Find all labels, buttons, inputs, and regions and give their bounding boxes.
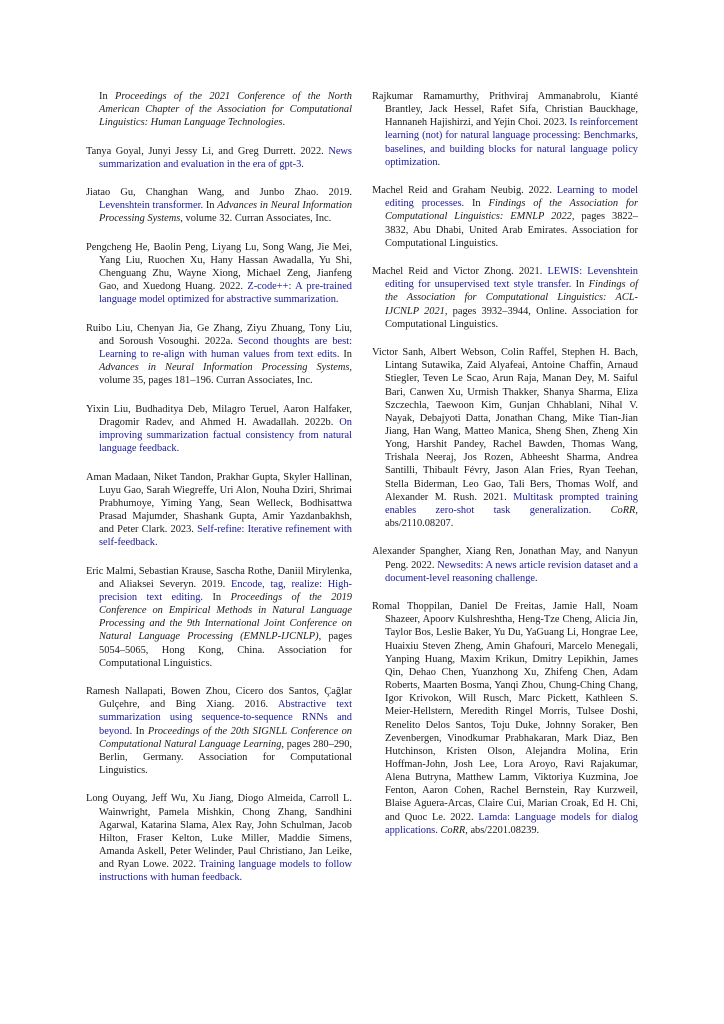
reference-venue: CoRR bbox=[440, 824, 466, 836]
reference-authors: Romal Thoppilan, Daniel De Freitas, Jamie Hall, Noam Shazeer, Apoorv Kulshreshtha, Heng-Tze Cheng, Alicia Jin, Taylor Bos, Leslie Baker, Yu Du, YaGuang Li, Hongrae Lee, Huaixiu Steven Zheng, Amin Ghafouri, Marcelo Menegali, Yanping Huang, Maxim Krikun, Dmitry Lepikhin, James Qin, Dehao Chen, Yuanzhong Xu, Zhifeng Chen, Adam Roberts, Maarten Bosma, Yanqi Zhou, Chung-Ching Chang, Igor Krivokon, Will Rusch, Marc Pickett, Kathleen S. Meier-Hellstern, Meredith Ringel Morris, Tulsee Doshi, Renelito Delos Santos, Toju Duke, Johnny Soraker, Ben Zevenbergen, Vinodkumar Prabhakaran, Mark Diaz, Ben Hutchinson, Kristen Olson, Alejandra Molina, Erin Hoffman-John, Josh Lee, Lora Aroyo, Ravi Rajakumar, Alena Butryna, Matthew Lamm, Viktoriya Kuzmina, Joe Fenton, Aaron Cohen, Rachel Bernstein, Ray Kurzweil, Blaise Aguera-Arcas, Claire Cui, Marian Croak, Ed H. Chi, and Quoc Le. 2022. bbox=[372, 601, 638, 823]
reference-title-link[interactable]: Multitask prompted training enables zero-shot task generalization. bbox=[385, 491, 638, 516]
reference-title-link[interactable]: Learning to model editing processes. bbox=[385, 185, 638, 210]
reference-title-link[interactable]: On improving summarization factual consistency from natural language feedback. bbox=[99, 416, 352, 455]
reference-suffix: , volume 32. Curran Associates, Inc. bbox=[180, 213, 332, 225]
reference-entry bbox=[86, 403, 352, 456]
reference-title-link[interactable]: Levenshtein transformer. bbox=[99, 200, 204, 212]
reference-authors: Eric Malmi, Sebastian Krause, Sascha Rothe, Daniil Mirylenka, and Aliaksei Severyn. 2019. bbox=[86, 565, 352, 590]
reference-prefix: In bbox=[339, 349, 352, 361]
reference-venue: Proceedings of the 2019 Conference on Empirical Methods in Natural Language Processing and the 9th International Joint Conference on Natural Language Processing (EMNLP-IJCNLP) bbox=[99, 592, 352, 643]
reference-title-link[interactable]: LEWIS: Levenshtein editing for unsupervised text style transfer. bbox=[385, 266, 638, 291]
reference-prefix bbox=[591, 505, 610, 516]
reference-title-link[interactable]: Abstractive text summarization using sequence-to-sequence RNNs and beyond. bbox=[99, 699, 352, 737]
reference-entry bbox=[372, 346, 638, 530]
reference-prefix: In bbox=[132, 725, 148, 737]
reference-authors: Ruibo Liu, Chenyan Jia, Ge Zhang, Ziyu Zhuang, Tony Liu, and Soroush Vosoughi. 2022a. bbox=[86, 322, 352, 347]
references-left-column bbox=[86, 90, 352, 900]
reference-entry bbox=[86, 322, 352, 388]
reference-title-link[interactable]: Training language models to follow instructions with human feedback. bbox=[99, 859, 352, 884]
reference-authors: Yixin Liu, Budhaditya Deb, Milagro Teruel, Aaron Halfaker, Dragomir Radev, and Ahmed H. Awadallah. 2022b. bbox=[86, 403, 352, 428]
reference-entry bbox=[372, 545, 638, 584]
reference-authors: Machel Reid and Victor Zhong. 2021. bbox=[372, 266, 543, 278]
references-right-column bbox=[372, 90, 638, 852]
reference-entry bbox=[86, 792, 352, 884]
reference-prefix: In bbox=[203, 200, 218, 212]
reference-venue: Advances in Neural Information Processing Systems bbox=[99, 362, 350, 374]
reference-venue: Advances in Neural Information Processing Systems bbox=[99, 200, 353, 225]
reference-entry bbox=[86, 471, 352, 550]
reference-entry bbox=[86, 685, 352, 777]
reference-authors: Alexander Spangher, Xiang Ren, Jonathan May, and Nanyun Peng. 2022. bbox=[372, 546, 638, 571]
reference-suffix: , volume 35, pages 181–196. Curran Associates, Inc. bbox=[99, 362, 352, 387]
reference-prefix: In bbox=[99, 91, 115, 102]
reference-authors: Ramesh Nallapati, Bowen Zhou, Cicero dos Santos, Çağlar Gulçehre, and Bing Xiang. 2016. bbox=[86, 686, 352, 711]
reference-title-link[interactable]: Encode, tag, realize: High-precision text editing. bbox=[99, 578, 353, 603]
reference-entry bbox=[372, 265, 638, 331]
reference-title-link[interactable]: Is reinforcement learning (not) for natural language processing: Benchmarks, baselines, and building blocks for natural language policy optimization. bbox=[385, 117, 638, 168]
reference-title-link[interactable]: Lamda: Language models for dialog applications. bbox=[385, 811, 638, 836]
reference-entry bbox=[86, 145, 352, 171]
reference-suffix: . bbox=[282, 117, 286, 129]
reference-suffix: , abs/2110.08207. bbox=[385, 504, 638, 530]
reference-entry bbox=[86, 565, 352, 670]
reference-venue: Findings of the Association for Computational Linguistics: ACL-IJCNLP 2021 bbox=[385, 279, 638, 317]
reference-prefix: In bbox=[464, 198, 489, 210]
reference-authors: Machel Reid and Graham Neubig. 2022. bbox=[372, 185, 552, 197]
reference-venue: Proceedings of the 20th SIGNLL Conference on Computational Natural Language Learning bbox=[99, 725, 352, 750]
reference-title-link[interactable]: Newsedits: A news article revision dataset and a document-level reasoning challenge. bbox=[385, 559, 638, 584]
reference-prefix: In bbox=[203, 592, 231, 603]
reference-title-link[interactable]: Z-code++: A pre-trained language model optimized for abstractive summarization. bbox=[99, 281, 353, 306]
reference-entry bbox=[372, 90, 638, 169]
reference-title-link[interactable]: News summarization and evaluation in the era of gpt-3. bbox=[99, 145, 352, 170]
reference-authors: Aman Madaan, Niket Tandon, Prakhar Gupta, Skyler Hallinan, Luyu Gao, Sarah Wiegreffe, Uri Alon, Nouha Dziri, Shrimai Prabhumoye, Yiming Yang, Sean Welleck, Bodhisattwa Prasad Majumder, Shashank Gupta, Amir Yazdanbakhsh, and Peter Clark. 2023. bbox=[86, 471, 352, 536]
reference-venue: Findings of the Association for Computational Linguistics: EMNLP 2022 bbox=[385, 198, 638, 223]
reference-prefix: In bbox=[571, 279, 589, 291]
reference-entry bbox=[372, 600, 638, 837]
reference-authors: Pengcheng He, Baolin Peng, Liyang Lu, Song Wang, Jie Mei, Yang Liu, Ruochen Xu, Hany Hassan Awadalla, Yu Shi, Chenguang Zhu, Wayne Xiong, Michael Zeng, Jianfeng Gao, and Xuedong Huang. 2022. bbox=[86, 241, 352, 293]
reference-suffix: , pages 280–290, Berlin, Germany. Association for Computational Linguistics. bbox=[99, 738, 352, 777]
reference-suffix: , pages 3822–3832, Abu Dhabi, United Arab Emirates. Association for Computational Linguistics. bbox=[385, 211, 638, 249]
reference-authors: Long Ouyang, Jeff Wu, Xu Jiang, Diogo Almeida, Carroll L. Wainwright, Pamela Mishkin, Chong Zhang, Sandhini Agarwal, Katarina Slama, Alex Ray, John Schulman, Jacob Hilton, Fraser Kelton, Luke Miller, Maddie Simens, Amanda Askell, Peter Welinder, Paul Christiano, Jan Leike, and Ryan Lowe. 2022. bbox=[86, 793, 352, 871]
reference-venue: CoRR bbox=[610, 504, 636, 516]
reference-title-link[interactable]: Second thoughts are best: Learning to re-align with human values from text edits. bbox=[99, 335, 352, 361]
reference-entry bbox=[372, 184, 638, 250]
reference-entry bbox=[86, 186, 352, 225]
reference-suffix: , abs/2201.08239. bbox=[465, 824, 540, 836]
reference-authors: Jiatao Gu, Changhan Wang, and Junbo Zhao. 2019. bbox=[86, 187, 352, 199]
reference-suffix: , pages 5054–5065, Hong Kong, China. Association for Computational Linguistics. bbox=[99, 631, 352, 669]
reference-entry bbox=[86, 90, 352, 129]
reference-suffix: , pages 3932–3944, Online. Association for Computational Linguistics. bbox=[385, 305, 638, 330]
reference-authors: Rajkumar Ramamurthy, Prithviraj Ammanabrolu, Kianté Brantley, Jack Hessel, Rafet Sifa, Christian Bauckhage, Hannaneh Hajishirzi, and Yejin Choi. 2023. bbox=[372, 91, 638, 129]
reference-entry bbox=[86, 241, 352, 307]
reference-authors: Tanya Goyal, Junyi Jessy Li, and Greg Durrett. 2022. bbox=[86, 145, 324, 157]
reference-venue: Proceedings of the 2021 Conference of the North American Chapter of the Association for Computational Linguistics: Human Language Technologies bbox=[99, 91, 352, 129]
reference-authors: Victor Sanh, Albert Webson, Colin Raffel, Stephen H. Bach, Lintang Sutawika, Zaid Alyafeai, Antoine Chaffin, Arnaud Stiegler, Teven Le Scao, Arun Raja, Manan Dey, M. Saiful Bari, Canwen Xu, Urmish Thakker, Shanya Sharma, Eliza Szczechla, Taewoon Kim, Gunjan Chhablani, Nihal V. Nayak, Debajyoti Datta, Jonathan Chang, Mike Tian-Jian Jiang, Han Wang, Matteo Manica, Sheng Shen, Zheng Xin Yong, Harshit Pandey, Rachel Bawden, Thomas Wang, Trishala Neeraj, Jos Rozen, Abheesht Sharma, Andrea Santilli, Thibault Févry, Jason Alan Fries, Ryan Teehan, Stella Biderman, Leo Gao, Tali Bers, Thomas Wolf, and Alexander M. Rush. 2021. bbox=[372, 347, 638, 503]
reference-title-link[interactable]: Self-refine: Iterative refinement with self-feedback. bbox=[99, 524, 352, 549]
